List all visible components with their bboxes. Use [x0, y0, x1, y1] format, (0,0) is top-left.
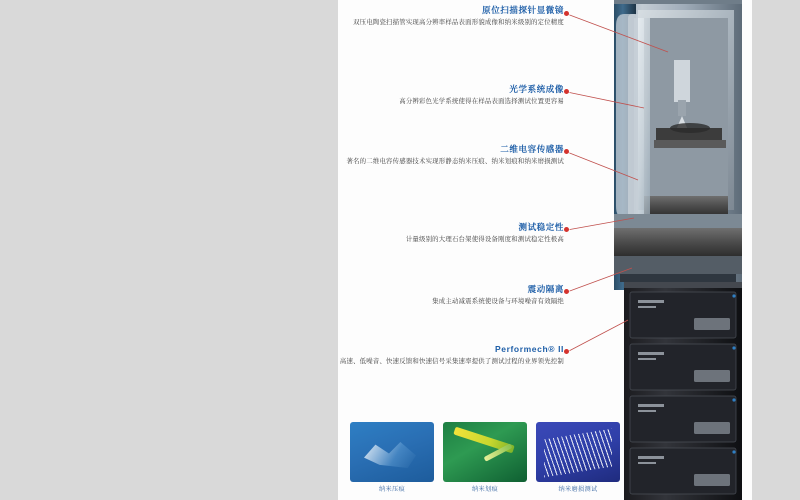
thumbnail-caption: 纳米磨损测试: [558, 486, 598, 493]
callout-dot-performech: [564, 349, 569, 354]
thumbnail-strip: [346, 422, 750, 500]
callout-body: 双压电陶瓷扫描管实现高分辨率样品表面形貌成像和纳米级别的定位精度: [353, 19, 564, 26]
callout-body: 高分辨彩色光学系统使得在样品表面选择测试位置更容易: [399, 98, 564, 105]
callout-title: 二维电容传感器: [500, 144, 564, 154]
thumbnail-image: [350, 422, 434, 482]
callout-body: 高速、低噪音、快速反馈和快速信号采集速率提供了测试过程的业界领先控制: [339, 358, 564, 365]
callout-dot-vibration-isolation: [564, 289, 569, 294]
callout-dot-optical-imaging: [564, 89, 569, 94]
thumbnail-caption: 纳米划痕: [472, 486, 498, 493]
callout-capacitive-sensor: [338, 144, 564, 166]
document-canvas: [338, 0, 752, 500]
thumbnail-grating[interactable]: [536, 422, 620, 500]
callout-dot-capacitive-sensor: [564, 149, 569, 154]
thumbnail-probe[interactable]: [443, 422, 527, 500]
callout-test-stability: [338, 222, 564, 244]
right-gutter: [752, 0, 800, 500]
callout-title: 原位扫描探针显微镜: [482, 5, 564, 15]
callout-title: 震动隔离: [527, 284, 564, 294]
left-gutter: [0, 0, 338, 500]
callout-title: 测试稳定性: [518, 222, 564, 232]
callout-performech: [338, 344, 564, 366]
callout-vibration-isolation: [338, 284, 564, 306]
thumbnail-image: [443, 422, 527, 482]
callout-in-situ-afm: [338, 5, 564, 27]
callout-dot-in-situ-afm: [564, 11, 569, 16]
thumbnail-topography[interactable]: [350, 422, 434, 500]
thumbnail-caption: 纳米压痕: [379, 486, 405, 493]
callout-title: 光学系统成像: [509, 84, 564, 94]
callout-body: 集成主动减震系统使设备与环境噪音有效隔绝: [432, 298, 564, 305]
callout-dot-test-stability: [564, 227, 569, 232]
callout-optical-imaging: [338, 84, 564, 106]
thumbnail-image: [536, 422, 620, 482]
callout-title: Performech® II: [495, 344, 564, 354]
callout-body: 著名的二维电容传感器技术实现形静态纳米压痕、纳米划痕和纳米磨损测试: [346, 158, 564, 165]
callout-body: 计量级别的大理石台架使得设备刚度和测试稳定性极高: [405, 236, 564, 243]
